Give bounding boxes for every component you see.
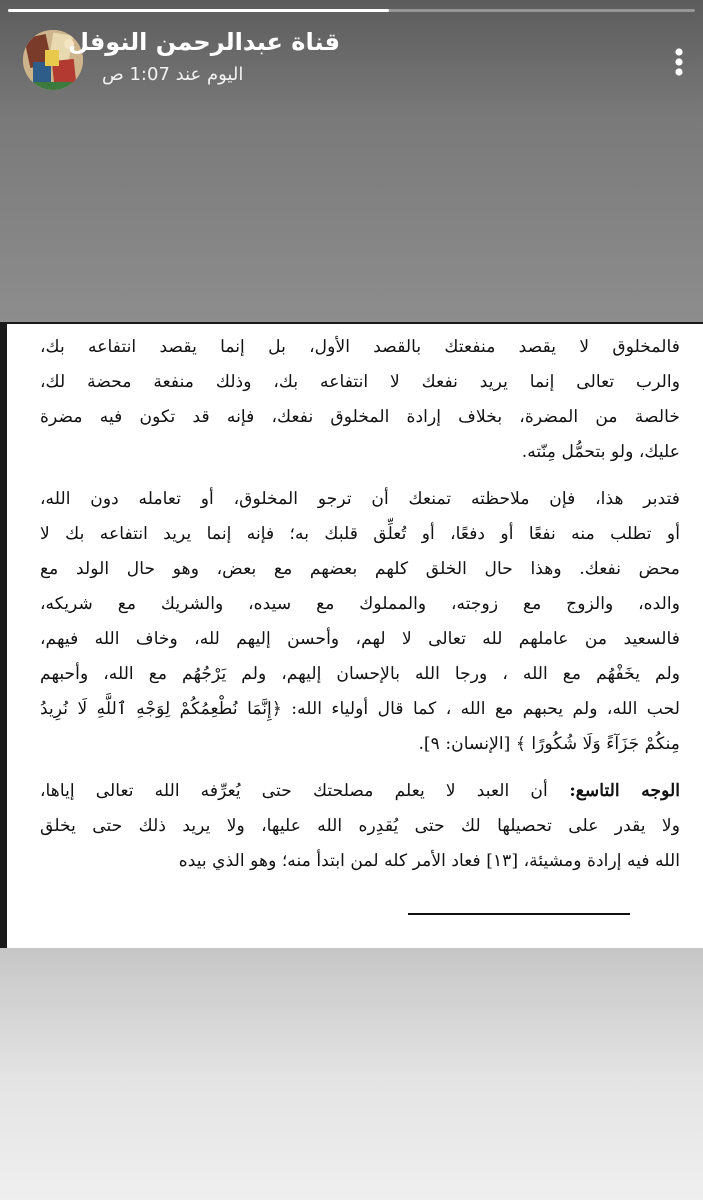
page-text-line: فالسعيد من عاملهم لله تعالى لا لهم، وأحسن إليهم لله، وخاف الله فيهم، [40,629,680,649]
story-progress-bar [8,9,695,12]
more-options-button[interactable] [665,44,693,80]
page-text-line: ولم يخَفْهُم مع الله ، ورجا الله بالإحسان إليهم، ولم يَرْجُهُم مع الله، وأحبهم [40,664,680,684]
section-heading: الوجه التاسع: [547,781,680,801]
page-text-line: خالصة من المضرة، بخلاف إرادة المخلوق نفعك، فإنه قد تكون فيه مضرة [40,407,680,427]
story-header [0,24,703,104]
page-text-line: أو تطلب منه نفعًا أو دفعًا، أو تُعلِّق قلبك به؛ فإنه إنما يريد انتفاعه بك لا [40,524,680,544]
page-text-line: لحب الله، ولم يحبهم مع الله ، كما قال أولياء الله: ﴿إِنَّمَا نُطْعِمُكُمْ لِوَجْهِ ٱللَّهِ لَا نُرِيدُ [40,699,680,719]
page-left-edge [0,322,7,948]
page-text-line: والده، والزوج مع زوجته، والمملوك مع سيده، والشريك مع شريكه، [40,594,680,614]
page-text-line: مِنكُمْ جَزَآءً وَلَا شُكُورًا ﴾ [الإنسان: ٩]. [418,734,680,754]
page-text-line: محض نفعك. وهذا حال الخلق كلهم بعضهم مع بعض، وهو حال الولد مع [40,559,680,579]
footnote-separator [408,913,630,915]
paragraph-gap [40,470,680,482]
page-text-line: فالمخلوق لا يقصد منفعتك بالقصد الأول، بل إنما يقصد انتفاعه بك، [40,337,680,357]
paragraph-gap [40,762,680,774]
story-progress-fill [8,9,389,12]
page-text-line: فتدبر هذا، فإن ملاحظته تمنعك أن ترجو المخلوق، أو تعامله دون الله، [40,489,680,509]
page-text-line [40,774,680,809]
page-text-line: عليك، ولو بتحمُّل مِنّته. [521,442,680,462]
page-top-edge [0,322,703,324]
channel-name[interactable]: قناة عبدالرحمن النوفل [68,28,340,56]
page-text-line: والرب تعالى إنما يريد نفعك لا انتفاعه بك، وذلك منفعة محضة لك، [40,372,680,392]
page-text-line: الله فيه إرادة ومشيئة، [١٣] فعاد الأمر كله لمن ابتدأ منه؛ وهو الذي بيده [178,851,680,871]
page-text-span: أن العبد لا يعلم مصلحتك حتى يُعرِّفه الله تعالى إياها، [40,781,548,801]
more-vertical-icon [665,44,693,80]
book-page-image [0,322,703,948]
page-text-line: ولا يقدر على تحصيلها لك حتى يُقدِره الله عليها، ولا يريد ذلك حتى يخلق [40,816,680,836]
post-timestamp: اليوم عند 1:07 ص [102,64,244,85]
book-page-text [40,330,680,879]
